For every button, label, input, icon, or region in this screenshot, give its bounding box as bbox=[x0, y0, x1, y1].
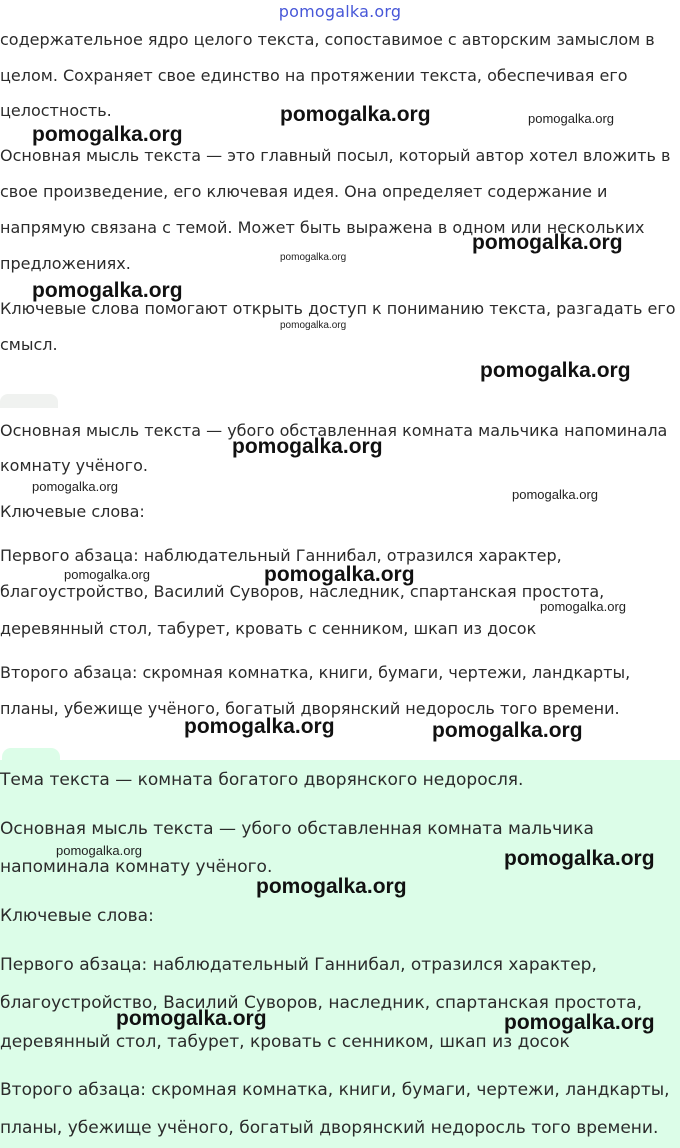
watermark: pomogalka.org bbox=[184, 715, 335, 738]
watermark: pomogalka.org bbox=[280, 252, 347, 263]
watermark: pomogalka.org bbox=[32, 123, 183, 146]
text-line: комнату учёного. bbox=[0, 456, 148, 475]
text-line: Тема текста — комната богатого дворянского недоросля. bbox=[0, 770, 524, 790]
text-line: деревянный стол, табурет, кровать с сенником, шкап из досок bbox=[0, 1032, 570, 1052]
text-line: Основная мысль текста — убого обставленная комната мальчика bbox=[0, 819, 594, 839]
watermark: pomogalka.org bbox=[504, 1011, 655, 1034]
watermark: pomogalka.org bbox=[280, 103, 431, 126]
text-line: Основная мысль текста — это главный посыл, который автор хотел вложить в bbox=[0, 146, 671, 165]
text-line: целостность. bbox=[0, 101, 112, 120]
answer-tab bbox=[0, 394, 58, 408]
text-line: Второго абзаца: скромная комнатка, книги, бумаги, чертежи, ландкарты, bbox=[0, 1080, 670, 1100]
text-line: Первого абзаца: наблюдательный Ганнибал, отразился характер, bbox=[0, 955, 597, 975]
text-line: предложениях. bbox=[0, 254, 131, 273]
watermark: pomogalka.org bbox=[504, 847, 655, 870]
text-line: планы, убежище учёного, богатый дворянский недоросль того времени. bbox=[0, 699, 620, 718]
text-line: благоустройство, Василий Суворов, наследник, спартанская простота, bbox=[0, 993, 642, 1013]
watermark: pomogalka.org bbox=[56, 843, 142, 858]
watermark: pomogalka.org bbox=[116, 1007, 267, 1030]
watermark: pomogalka.org bbox=[540, 599, 626, 614]
text-line: Основная мысль текста — убого обставленная комната мальчика напоминала bbox=[0, 421, 668, 440]
text-line: Ключевые слова помогают открыть доступ к пониманию текста, разгадать его bbox=[0, 299, 676, 318]
watermark: pomogalka.org bbox=[264, 563, 415, 586]
watermark: pomogalka.org bbox=[32, 479, 118, 494]
watermark: pomogalka.org bbox=[232, 435, 383, 458]
text-line: деревянный стол, табурет, кровать с сенником, шкап из досок bbox=[0, 619, 537, 638]
text-line: планы, убежище учёного, богатый дворянский недоросль того времени. bbox=[0, 1118, 659, 1138]
text-line: свое произведение, его ключевая идея. Она определяет содержание и bbox=[0, 182, 608, 201]
watermark: pomogalka.org bbox=[32, 279, 183, 302]
text-line: целом. Сохраняет свое единство на протяжении текста, обеспечивая его bbox=[0, 66, 628, 85]
text-line: Ключевые слова: bbox=[0, 502, 145, 521]
text-line: Ключевые слова: bbox=[0, 906, 154, 926]
text-line: Второго абзаца: скромная комнатка, книги, бумаги, чертежи, ландкарты, bbox=[0, 663, 631, 682]
watermark: pomogalka.org bbox=[280, 320, 347, 331]
watermark: pomogalka.org bbox=[256, 875, 407, 898]
watermark: pomogalka.org bbox=[480, 359, 631, 382]
watermark: pomogalka.org bbox=[528, 111, 614, 126]
text-line: напрямую связана с темой. Может быть выражена в одном или нескольких bbox=[0, 218, 645, 237]
text-line: благоустройство, Василий Суворов, наследник, спартанская простота, bbox=[0, 582, 605, 601]
watermark: pomogalka.org bbox=[472, 231, 623, 254]
text-line: напоминала комнату учёного. bbox=[0, 857, 273, 877]
watermark: pomogalka.org bbox=[432, 719, 583, 742]
text-line: содержательное ядро целого текста, сопоставимое с авторским замыслом в bbox=[0, 30, 655, 49]
watermark: pomogalka.org bbox=[64, 567, 150, 582]
watermark: pomogalka.org bbox=[512, 487, 598, 502]
site-header-watermark[interactable]: pomogalka.org bbox=[278, 2, 402, 21]
text-line: смысл. bbox=[0, 335, 58, 354]
text-line: Первого абзаца: наблюдательный Ганнибал, отразился характер, bbox=[0, 546, 562, 565]
